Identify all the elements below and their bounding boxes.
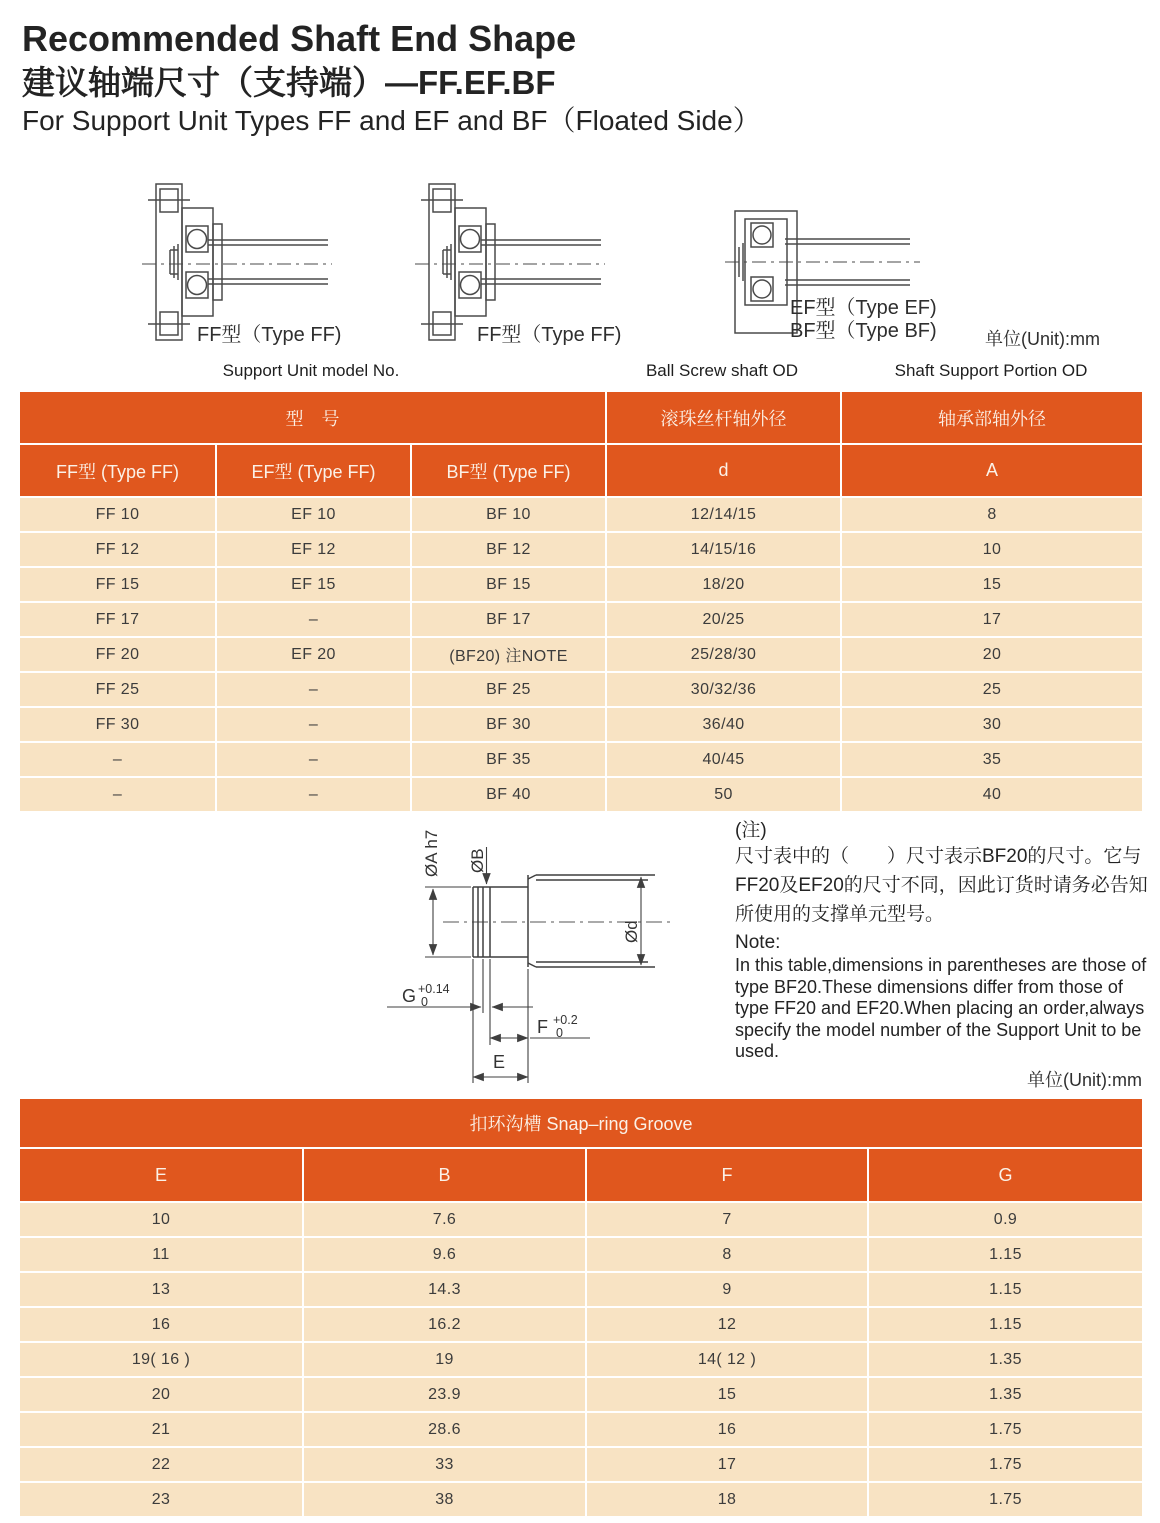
table-cell: 12 [586,1307,868,1342]
table-cell: – [216,602,411,637]
table-row [19,1377,1143,1412]
table-cell: 40/45 [606,742,841,777]
table-cell: 19( 16 ) [19,1342,303,1377]
table-cell: 14/15/16 [606,532,841,567]
table-cell: 28.6 [303,1412,586,1447]
table-cell: 1.15 [868,1237,1143,1272]
colnote-shaft-support-od: Shaft Support Portion OD [894,361,1088,380]
dim-label-e: E [493,1052,506,1072]
table-cell: 16 [19,1307,303,1342]
table-cell: 33 [303,1447,586,1482]
table-cell: 22 [19,1447,303,1482]
table-cell: 18/20 [606,567,841,602]
diagram-label-ef: EF型（Type EF) [790,297,937,319]
table-cell: 7.6 [303,1202,586,1237]
table-cell: (BF20) 注NOTE [411,637,606,672]
dim-label-dia-b: ØB [468,848,487,873]
table-cell: 38 [303,1482,586,1517]
table-group-header-row [19,391,1143,444]
shaft-end-dimension-drawing [385,805,745,1095]
table-cell: 14( 12 ) [586,1342,868,1377]
dimension-lines [387,847,641,1083]
table-cell: 1.75 [868,1412,1143,1447]
table-cell: 7 [586,1202,868,1237]
table-cell: 8 [586,1237,868,1272]
table-cell: – [216,742,411,777]
dim-label-g: G [402,986,417,1006]
table-cell: FF 10 [19,497,216,532]
table-row [19,707,1143,742]
table-sub-header-row [19,444,1143,497]
dim-label-f: F [537,1017,548,1037]
table-cell: – [19,777,216,812]
table-cell: 1.75 [868,1482,1143,1517]
note-title-zh: (注) [735,820,767,841]
table-cell: – [216,707,411,742]
table-row [19,602,1143,637]
table-cell: 13 [19,1272,303,1307]
table-cell: 30 [841,707,1143,742]
table-cell: EF 10 [216,497,411,532]
header-type-ff: FF型 (Type FF) [19,444,216,497]
page-title-zh: 建议轴端尺寸（支持端）—FF.EF.BF [22,64,556,101]
table-cell: 40 [841,777,1143,812]
header-g: G [868,1148,1143,1202]
header-ball-screw-od: 滚珠丝杆轴外径 [606,391,841,444]
table-cell: FF 25 [19,672,216,707]
page-title: Recommended Shaft End Shape [22,18,577,59]
table-cell: 19 [303,1342,586,1377]
table-cell: FF 17 [19,602,216,637]
diagram-label-ff-1: FF型（Type FF) [197,324,342,346]
diagram-label-ff-2: FF型（Type FF) [477,324,622,346]
header-f: F [586,1148,868,1202]
page-subtitle: For Support Unit Types FF and EF and BF（Floated Side） [22,105,761,136]
dim-tol-g-upper: +0.14 [418,982,450,996]
table-cell: 36/40 [606,707,841,742]
table-cell: – [216,777,411,812]
header-type-ef: EF型 (Type FF) [216,444,411,497]
dim-label-dia-d: Ød [622,920,641,943]
table-cell: BF 40 [411,777,606,812]
table-cell: BF 25 [411,672,606,707]
table-row [19,1412,1143,1447]
table-cell: BF 35 [411,742,606,777]
table-cell: 23 [19,1482,303,1517]
table-row [19,672,1143,707]
table-cell: 12/14/15 [606,497,841,532]
table-cell: FF 30 [19,707,216,742]
table-cell: 15 [841,567,1143,602]
table-row [19,1202,1143,1237]
table-cell: BF 12 [411,532,606,567]
table-cell: 1.15 [868,1272,1143,1307]
table-row [19,1237,1143,1272]
table-cell: 10 [19,1202,303,1237]
colnote-ball-screw-od: Ball Screw shaft OD [645,361,799,380]
table-cell: 11 [19,1237,303,1272]
unit-label-bottom: 单位(Unit):mm [1027,1070,1142,1090]
table-cell: 1.75 [868,1447,1143,1482]
table-row [19,1447,1143,1482]
table-cell: EF 15 [216,567,411,602]
table-row [19,1482,1143,1517]
table-cell: 1.35 [868,1377,1143,1412]
table-cell: 18 [586,1482,868,1517]
table-cell: FF 15 [19,567,216,602]
table-cell: 1.15 [868,1307,1143,1342]
note-text-zh: 尺寸表中的（ ）尺寸表示BF20的尺寸。它与FF20及EF20的尺寸不同，因此订货时请务必告知所使用的支撑单元型号。 [735,846,1148,925]
dim-tol-f-upper: +0.2 [553,1013,578,1027]
header-model-no: 型 号 [19,391,606,444]
table-cell: 23.9 [303,1377,586,1412]
table-cell: 35 [841,742,1143,777]
header-a: A [841,444,1143,497]
header-e: E [19,1148,303,1202]
table-cell: 15 [586,1377,868,1412]
table-row [19,567,1143,602]
snap-ring-groove-table [18,1097,1144,1518]
table-cell: BF 15 [411,567,606,602]
table-row [19,532,1143,567]
table-cell: 21 [19,1412,303,1447]
table-cell: 20/25 [606,602,841,637]
table-cell: 0.9 [868,1202,1143,1237]
header-type-bf: BF型 (Type FF) [411,444,606,497]
header-bearing-od: 轴承部轴外径 [841,391,1143,444]
table-cell: 16.2 [303,1307,586,1342]
table-cell: 50 [606,777,841,812]
table-cell: 10 [841,532,1143,567]
note-title-en: Note: [735,932,781,953]
dim-tol-f-lower: 0 [556,1026,563,1040]
table-cell: 1.35 [868,1342,1143,1377]
table-row [19,637,1143,672]
table-cell: BF 10 [411,497,606,532]
table-cell: 17 [586,1447,868,1482]
table-cell: 25/28/30 [606,637,841,672]
dim-tol-g-lower: 0 [421,995,428,1009]
colnote-model-no: Support Unit model No. [222,361,400,380]
table-cell: – [216,672,411,707]
table-cell: BF 17 [411,602,606,637]
diagram-label-bf: BF型（Type BF) [790,320,937,342]
header-d: d [606,444,841,497]
table-row [19,1307,1143,1342]
diagram-label-ef-bf [790,297,937,343]
table-cell: 14.3 [303,1272,586,1307]
table-cell: 20 [841,637,1143,672]
table-cell: 17 [841,602,1143,637]
table-cell: 9.6 [303,1237,586,1272]
snap-ring-groove-title: 扣环沟槽 Snap–ring Groove [19,1098,1143,1148]
table-cell: 30/32/36 [606,672,841,707]
table-cell: – [19,742,216,777]
table-cell: 8 [841,497,1143,532]
unit-label-top: 单位(Unit):mm [985,329,1100,349]
table-cell: FF 12 [19,532,216,567]
table-cell: EF 12 [216,532,411,567]
table-cell: FF 20 [19,637,216,672]
note-text-en: In this table,dimensions in parentheses are those of type BF20.These dimensions differ from those of type FF20 and EF20.When placing an order,always specify the model number of the Support Unit to be used. [735,955,1147,1061]
table-cell: 20 [19,1377,303,1412]
table-cell: BF 30 [411,707,606,742]
table-row [19,497,1143,532]
table-title-row [19,1098,1143,1148]
table-header-row [19,1148,1143,1202]
table-row [19,742,1143,777]
table-cell: 16 [586,1412,868,1447]
table-row [19,1272,1143,1307]
table-cell: 25 [841,672,1143,707]
table-row [19,1342,1143,1377]
dim-label-dia-a: ØA h7 [422,829,441,877]
table-cell: EF 20 [216,637,411,672]
table-cell: 9 [586,1272,868,1307]
header-b: B [303,1148,586,1202]
support-unit-table [18,390,1144,813]
